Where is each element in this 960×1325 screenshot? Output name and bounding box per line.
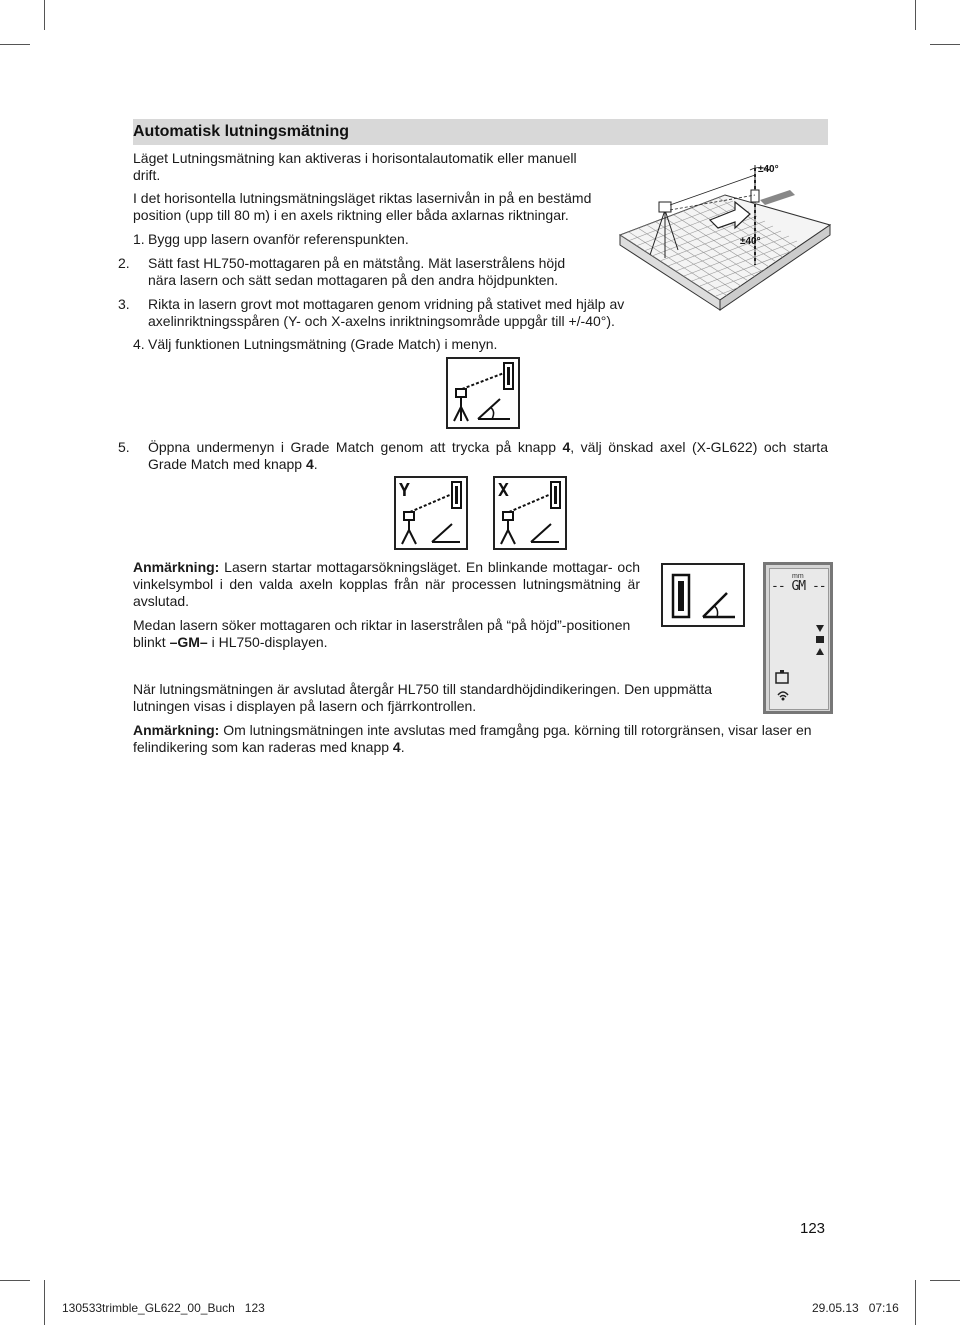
- crop-mark: [44, 1280, 45, 1325]
- section-title: Automatisk lutningsmätning: [133, 123, 349, 140]
- x-axis-symbol-icon: [495, 478, 565, 548]
- receiver-angle-symbol-icon: [663, 565, 743, 625]
- grade-match-symbol-icon: [448, 359, 518, 427]
- y-axis-symbol-icon: [396, 478, 466, 548]
- crop-mark: [930, 1280, 960, 1281]
- grade-arrows-icon: [814, 623, 826, 657]
- step-5: 5. Öppna undermenyn i Grade Match genom att trycka på knapp 4, välj önskad axel (X-GL622) och starta Grade Match med knapp 4.: [118, 439, 828, 472]
- section-heading-bar: [133, 119, 828, 145]
- crop-mark: [0, 44, 30, 45]
- footer-file-info: 130533trimble_GL622_00_Buch 123: [62, 1301, 265, 1315]
- angle-label-top: ±40°: [758, 164, 779, 175]
- crop-mark: [930, 44, 960, 45]
- footer-timestamp: 29.05.13 07:16: [812, 1301, 899, 1315]
- note-rotor-limit: Anmärkning: Om lutningsmätningen inte avslutas med framgång pga. körning till rotorgränsen, visar laser en felindikering som kan raderas med knapp 4.: [133, 722, 812, 755]
- step-4: 4. Välj funktionen Lutningsmätning (Grade Match) i menyn.: [133, 336, 498, 352]
- intro-paragraph-2: I det horisontella lutningsmätningsläget riktas lasernivån in på en bestämd position (upp till 80 m) i en axels riktning eller båda axlarnas riktningar.: [133, 190, 592, 223]
- battery-and-signal-icon: [773, 669, 793, 703]
- y-axis-letter: Y: [399, 480, 410, 501]
- unit-label: mm: [792, 573, 804, 580]
- grade-match-menu-icon: [446, 357, 520, 429]
- x-axis-grade-icon: [493, 476, 567, 550]
- crop-mark: [44, 0, 45, 30]
- hl750-screen: [769, 568, 829, 710]
- grade-match-setup-illustration: [600, 150, 840, 320]
- step-1: 1. Bygg upp lasern ovanför referenspunkten.: [133, 231, 409, 247]
- step-2: 2. Sätt fast HL750-mottagaren på en mätstång. Mät laserstrålens höjd nära lasern och sätt sedan mottagaren på den andra höjdpunkten.: [118, 255, 566, 288]
- step-3: 3. Rikta in lasern grovt mot mottagaren genom vridning på stativet med hjälp av axelinriktningsspåren (Y- och X-axelns inriktningsområde uppgår till +/-40°).: [118, 296, 625, 329]
- intro-paragraph: Läget Lutningsmätning kan aktiveras i horisontalautomatik eller manuell drift.: [133, 150, 577, 183]
- gm-display-text: -- GM --: [771, 579, 826, 594]
- x-axis-letter: X: [498, 480, 509, 501]
- hl750-display: [763, 562, 833, 714]
- y-axis-grade-icon: [394, 476, 468, 550]
- paragraph-grade-done: När lutningsmätningen är avslutad återgår HL750 till standardhöjdindikeringen. Den uppmätta lutningen visas i displayen på lasern och fjärrkontrollen.: [133, 681, 713, 714]
- angle-label-side: ±40°: [740, 236, 761, 247]
- page-number: 123: [800, 1220, 826, 1237]
- paragraph-search-gm: Medan lasern söker mottagaren och riktar in laserstrålen på “på höjd”-positionen blinkt –GM– i HL750-displayen.: [133, 617, 631, 650]
- note-receiver-search: Anmärkning: Lasern startar mottagarsökningsläget. En blinkande mottagar- och vinkelsymbol i den valda axeln kopplas från när processen lutningsmätning är avslutad.: [133, 559, 640, 609]
- receiver-angle-icon: [661, 563, 745, 627]
- crop-mark: [0, 1280, 30, 1281]
- crop-mark: [915, 1280, 916, 1325]
- crop-mark: [915, 0, 916, 30]
